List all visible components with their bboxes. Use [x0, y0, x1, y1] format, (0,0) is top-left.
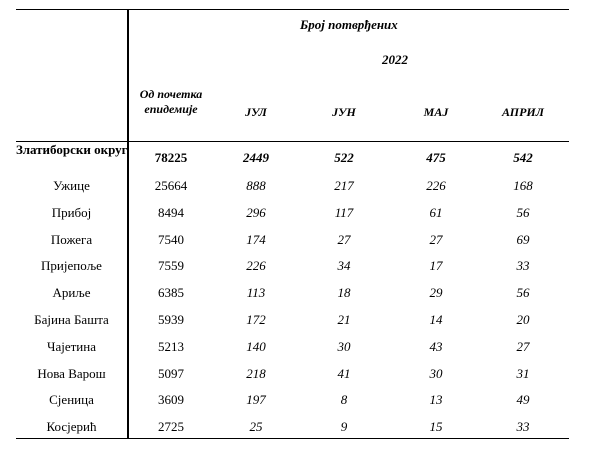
table-cell-since: 8494: [158, 204, 184, 220]
total-row-jul: 2449: [243, 150, 269, 165]
table-cell-jul: 218: [246, 365, 266, 381]
table-cell-maj: 27: [429, 231, 443, 247]
table-row: [16, 419, 569, 441]
table-cell-maj: 15: [429, 419, 443, 435]
table-cell-since: 3609: [158, 392, 184, 408]
table-cell-april: 168: [513, 178, 533, 193]
table-cell-jul: 140: [246, 338, 266, 354]
column-header-since-start: Од почетка епидемије: [139, 87, 203, 116]
year-header: 2022: [382, 52, 408, 67]
table-row: [16, 366, 569, 388]
table-cell-name: Ариље: [52, 285, 91, 301]
column-header-april: АПРИЛ: [502, 105, 544, 119]
total-row-maj: 475: [426, 150, 446, 165]
table-cell-jul: 172: [246, 312, 266, 327]
table-cell-since: 25664: [154, 178, 188, 193]
table-cell-since: 6385: [158, 285, 184, 301]
table-cell-maj: 13: [429, 392, 443, 408]
table-cell-since: 5097: [158, 365, 184, 381]
table-cell-since: 5939: [158, 312, 184, 327]
table-cell-jul: 174: [246, 231, 266, 247]
table-row: [16, 258, 569, 280]
column-header-jul: ЈУЛ: [245, 105, 267, 119]
table-cell-jul: 888: [246, 178, 266, 193]
table-cell-name: Пријепоље: [41, 258, 102, 274]
table-cell-maj: 61: [429, 204, 443, 220]
table-cell-maj: 43: [429, 338, 443, 354]
table-cell-jul: 226: [246, 258, 266, 274]
table-cell-april: 31: [516, 365, 530, 381]
table-cell-since: 2725: [158, 419, 184, 435]
table-cell-name: Ужице: [53, 178, 90, 193]
table-cell-jun: 9: [340, 419, 348, 435]
table-cell-jul: 113: [246, 285, 266, 301]
table-cell-name: Нова Варош: [37, 365, 106, 381]
table-cell-jun: 21: [337, 312, 351, 327]
table-cell-jul: 25: [249, 419, 263, 435]
table-cell-april: 33: [516, 258, 530, 274]
table-cell-jun: 217: [334, 178, 354, 193]
total-row-jun: 522: [334, 150, 354, 165]
table-row: [16, 392, 569, 414]
table-cell-since: 5213: [158, 338, 184, 354]
table-row: [16, 339, 569, 361]
table-row: [16, 205, 569, 227]
table-row: [16, 312, 569, 334]
table-cell-jun: 30: [337, 338, 351, 354]
table-cell-april: 69: [516, 231, 530, 247]
table-cell-since: 7540: [158, 231, 184, 247]
table-cell-maj: 14: [429, 312, 443, 327]
table-cell-april: 20: [516, 312, 530, 327]
table-cell-jun: 18: [337, 285, 351, 301]
table-cell-april: 56: [516, 285, 530, 301]
table-row: [16, 178, 569, 200]
table-cell-maj: 17: [429, 258, 443, 274]
table-cell-jul: 197: [246, 392, 266, 408]
table-top-header: Број потврђених: [300, 17, 398, 32]
column-header-maj: МАЈ: [423, 105, 449, 119]
table-cell-name: Бајина Башта: [34, 312, 109, 327]
table-cell-maj: 29: [429, 285, 443, 301]
total-row: [16, 142, 569, 164]
table-cell-name: Косјерић: [46, 419, 97, 435]
table-cell-since: 7559: [158, 258, 184, 274]
table-cell-name: Пожега: [50, 231, 93, 247]
table-cell-name: Чајетина: [47, 338, 96, 354]
table-cell-jun: 8: [340, 392, 348, 408]
total-row-april: 542: [513, 150, 533, 165]
table-cell-name: Сјеница: [49, 392, 94, 408]
table-cell-jun: 117: [334, 204, 354, 220]
table-cell-maj: 30: [429, 365, 443, 381]
table-cell-april: 49: [516, 392, 530, 408]
table-row: [16, 285, 569, 307]
total-row-name: Златиборски округ: [16, 142, 128, 157]
table-cell-april: 56: [516, 204, 530, 220]
table-cell-jul: 296: [246, 204, 266, 220]
table-cell-maj: 226: [426, 178, 446, 193]
total-row-since: 78225: [154, 150, 188, 165]
table-cell-april: 33: [516, 419, 530, 435]
table-cell-jun: 34: [337, 258, 351, 274]
table-row: [16, 232, 569, 254]
table-cell-april: 27: [516, 338, 530, 354]
table-cell-jun: 27: [337, 231, 351, 247]
table-cell-jun: 41: [337, 365, 351, 381]
table-cell-name: Прибој: [51, 204, 92, 220]
column-header-jun: ЈУН: [332, 105, 356, 119]
